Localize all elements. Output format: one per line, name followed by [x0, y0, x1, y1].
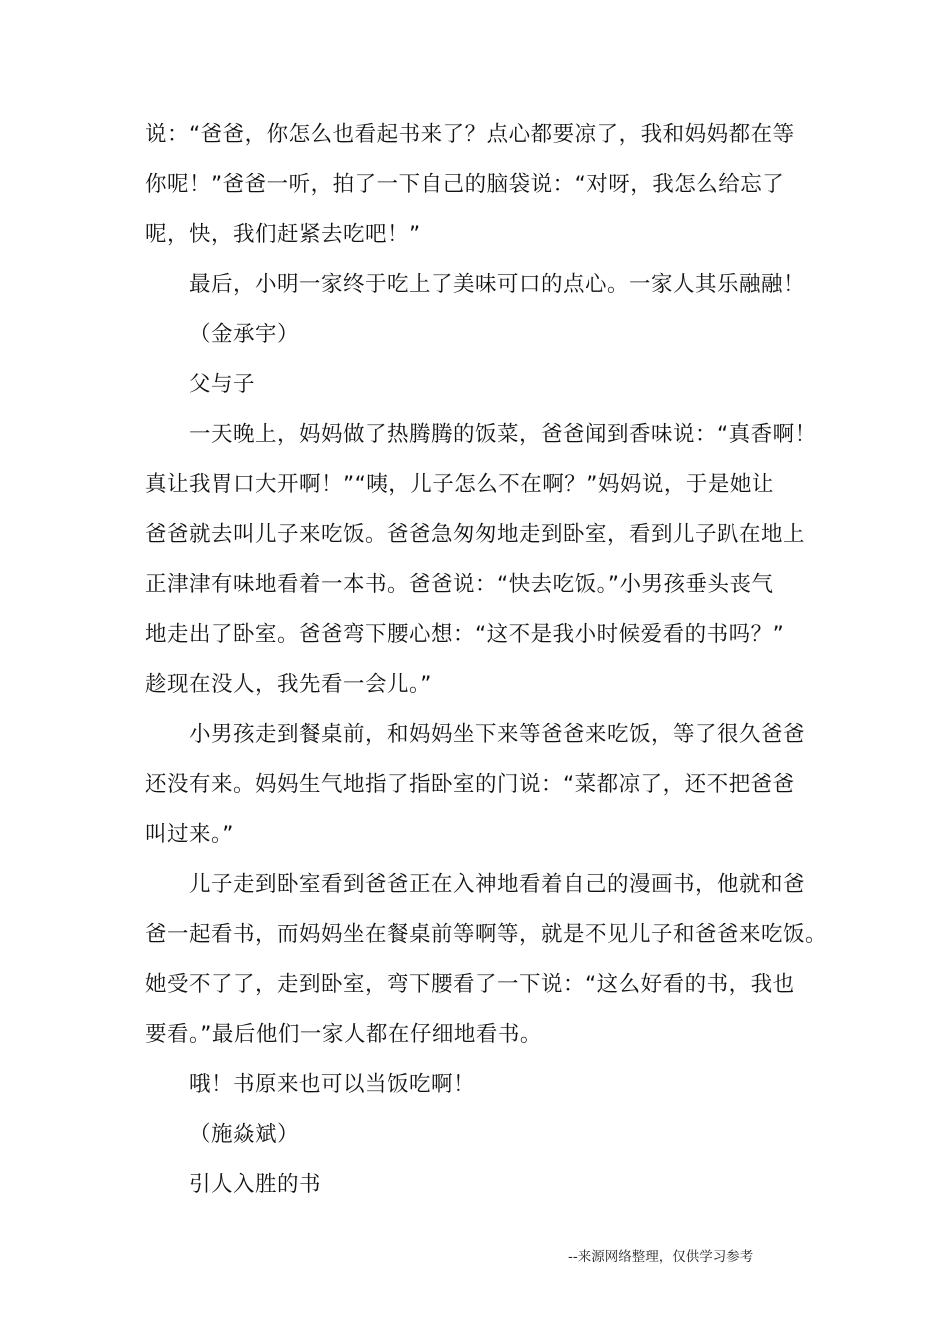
text-line: 她受不了了，走到卧室，弯下腰看了一下说：“这么好看的书，我也 — [145, 972, 795, 997]
text-line: 要看。”最后他们一家人都在仔细地看书。 — [145, 1022, 542, 1047]
page-footer: --来源网络整理，仅供学习参考 — [568, 1249, 754, 1265]
text-line: 一天晚上，妈妈做了热腾腾的饭菜，爸爸闻到香味说：“真香啊！ — [189, 422, 817, 447]
text-line: 哦！书原来也可以当饭吃啊！ — [189, 1072, 476, 1097]
text-line: 叫过来。” — [145, 822, 234, 847]
text-line: 还没有来。妈妈生气地指了指卧室的门说：“菜都凉了，还不把爸爸 — [145, 772, 795, 797]
text-line: 呢，快，我们赶紧去吃吧！” — [145, 222, 421, 247]
essay-title: 父与子 — [189, 372, 256, 397]
essay-title: 引人入胜的书 — [189, 1172, 322, 1197]
text-line: 小男孩走到餐桌前，和妈妈坐下来等爸爸来吃饭，等了很久爸爸 — [189, 722, 806, 747]
text-line: 趁现在没人，我先看一会儿。” — [145, 672, 432, 697]
text-line: 爸一起看书，而妈妈坐在餐桌前等啊等，就是不见儿子和爸爸来吃饭。 — [145, 922, 828, 947]
text-line: 最后，小明一家终于吃上了美味可口的点心。一家人其乐融融！ — [189, 272, 806, 297]
text-line: 爸爸就去叫儿子来吃饭。爸爸急匆匆地走到卧室，看到儿子趴在地上 — [145, 522, 806, 547]
text-line: 真让我胃口大开啊！”“咦，儿子怎么不在啊？”妈妈说，于是她让 — [145, 472, 774, 497]
text-line: 说：“爸爸，你怎么也看起书来了？点心都要凉了，我和妈妈都在等 — [145, 122, 795, 147]
text-line: 地走出了卧室。爸爸弯下腰心想：“这不是我小时候爱看的书吗？” — [145, 622, 785, 647]
text-line: 你呢！”爸爸一听，拍了一下自己的脑袋说：“对呀，我怎么给忘了 — [145, 172, 785, 197]
text-line: 正津津有味地看着一本书。爸爸说：“快去吃饭。”小男孩垂头丧气 — [145, 572, 774, 597]
author-credit: （施焱斌） — [189, 1122, 300, 1147]
text-line: 儿子走到卧室看到爸爸正在入神地看着自己的漫画书，他就和爸 — [189, 872, 806, 897]
author-credit: （金承宇） — [189, 322, 300, 347]
